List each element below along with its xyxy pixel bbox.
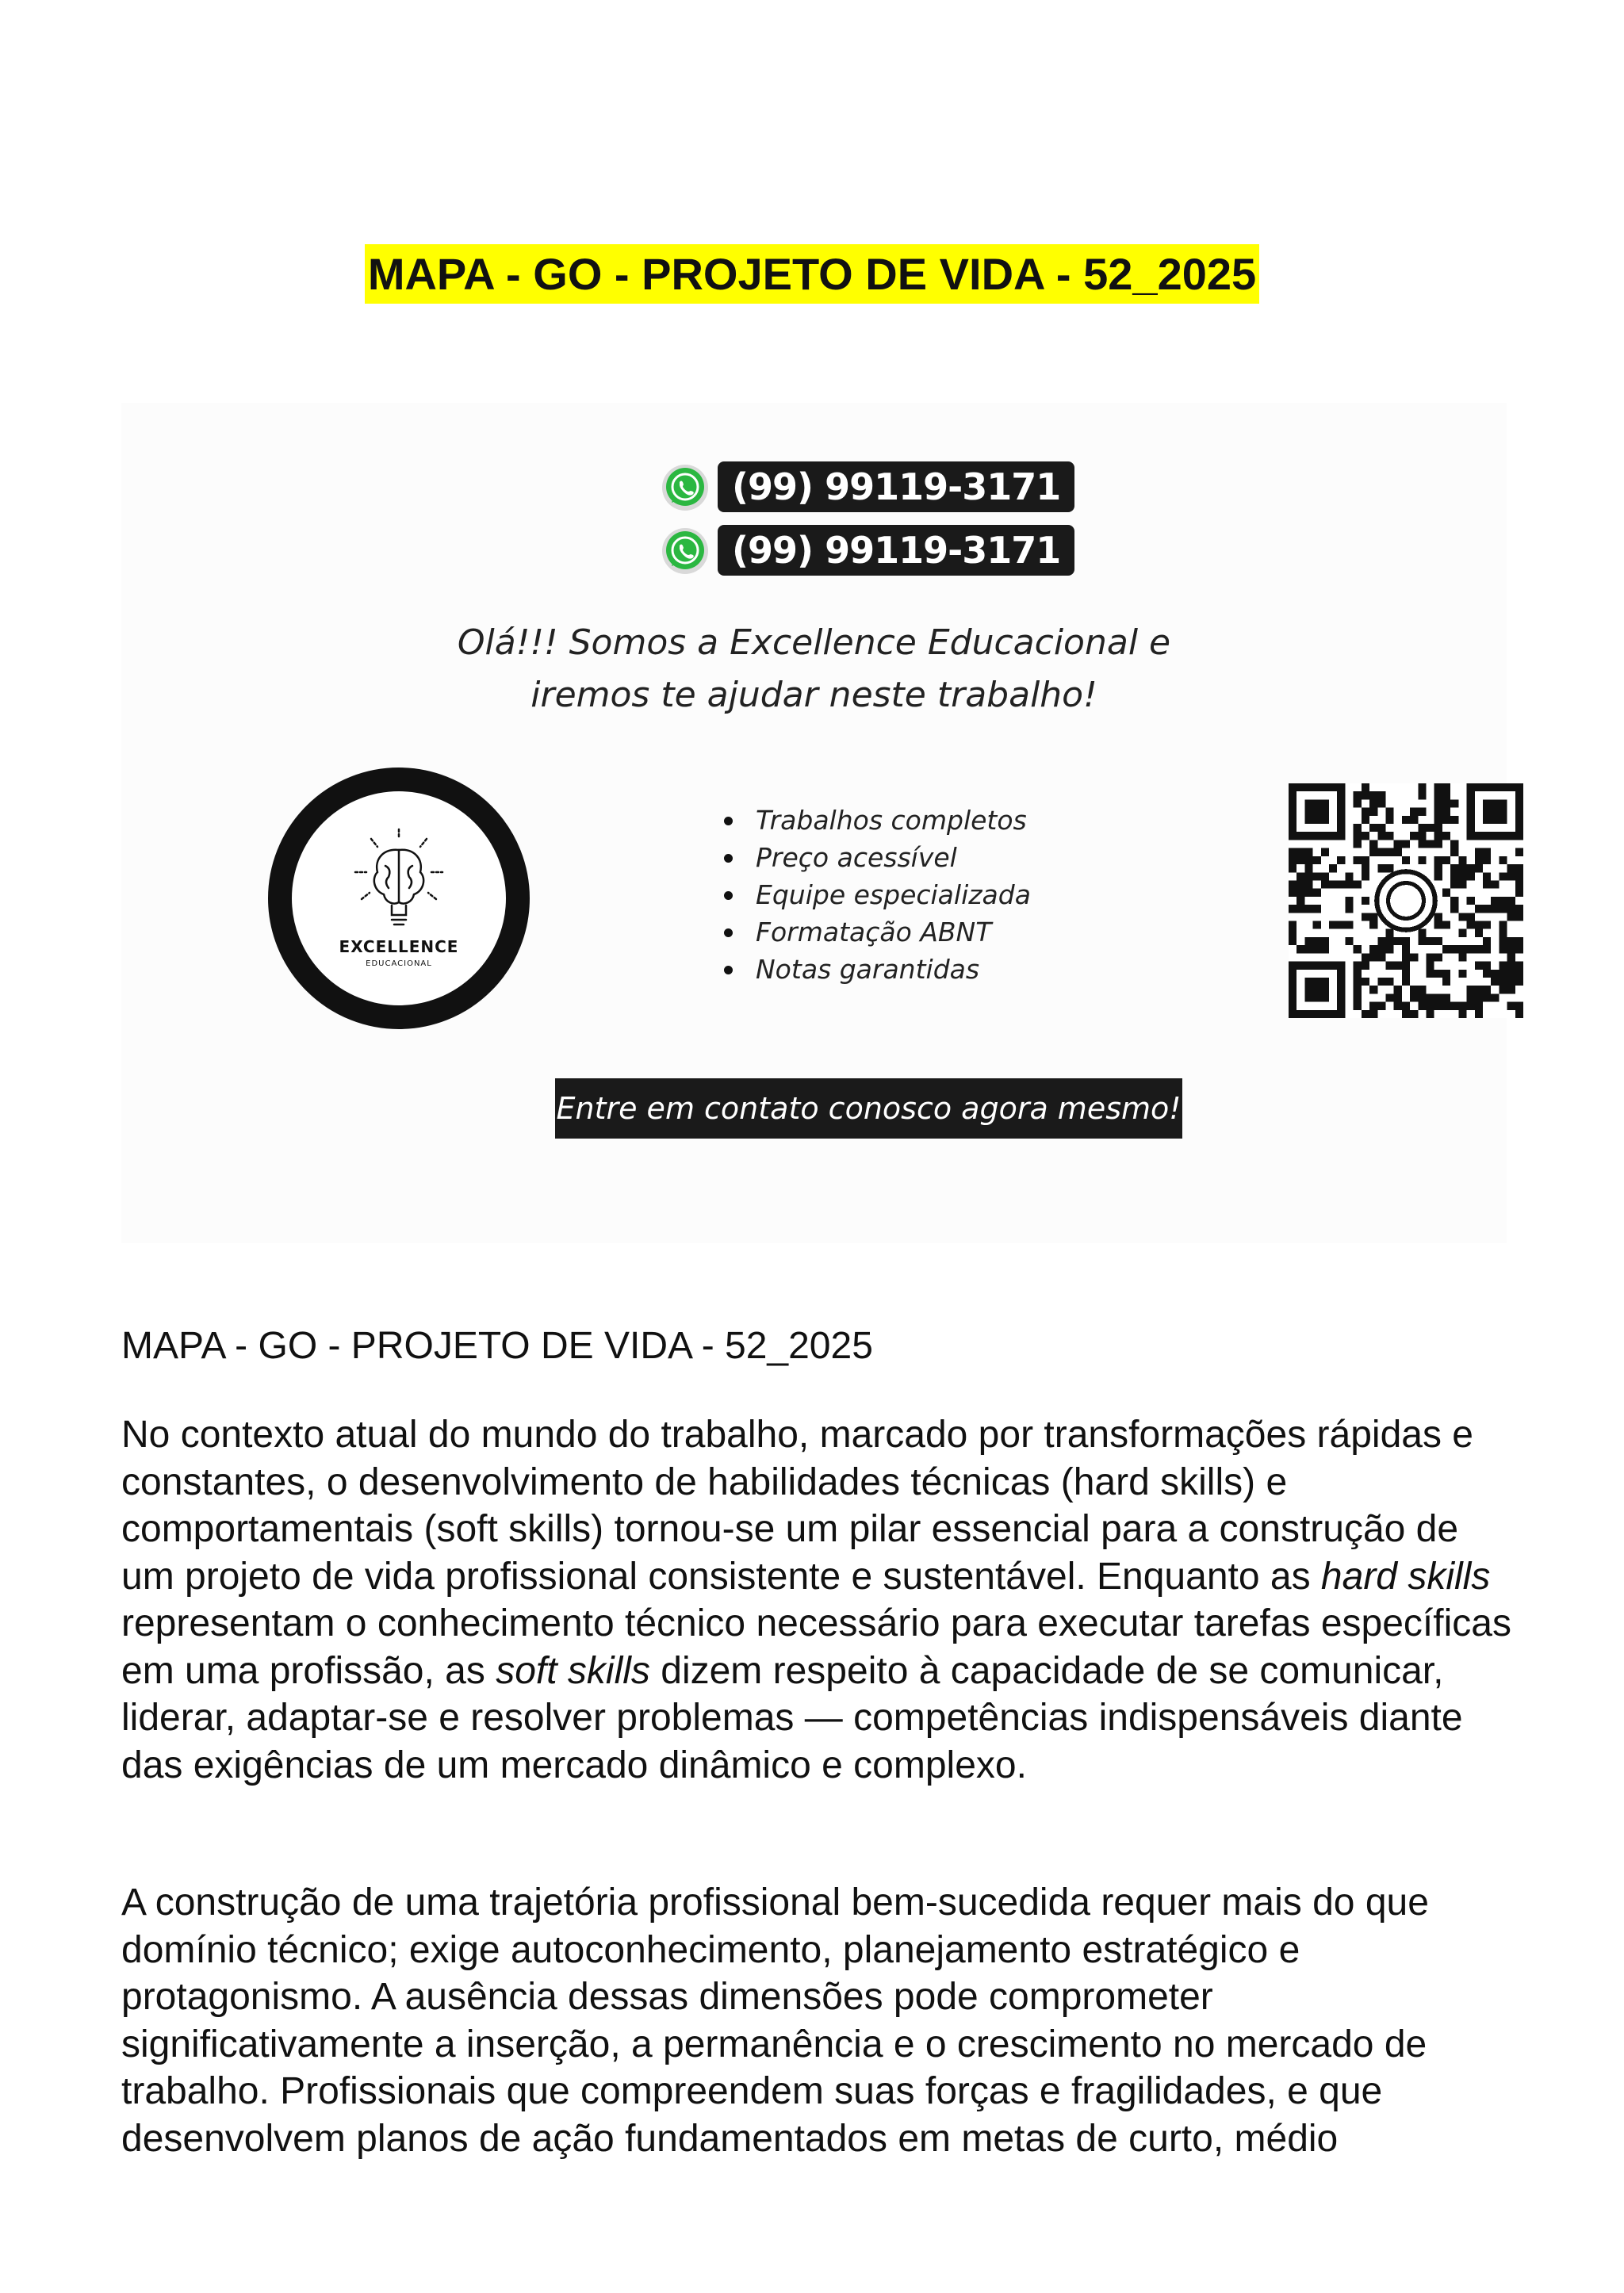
list-item: Notas garantidas — [724, 951, 1031, 988]
feature-list — [724, 802, 1031, 988]
phone-row[interactable] — [661, 520, 1061, 584]
greeting-line: Olá!!! Somos a Excellence Educacional e — [457, 622, 1171, 663]
paragraph: No contexto atual do mundo do trabalho, marcado por transformações rápidas e constantes, o desenvolvimento de habilidades técnicas (hard skills) e comportamentais (soft skills) tornou-se um pilar essencial para a construção de um projeto de vida profissional consistente e sustentável. Enquanto as hard skills representam o conhecimento técnico necessário para executar tarefas específicas em uma profissão, as soft skills dizem respeito à capacidade de se comunicar, liderar, adaptar-se e resolver problemas — competências indispensáveis diante das exigências de um mercado dinâmico e complexo. — [121, 1414, 1511, 1786]
phone-number[interactable]: (99) 99119-3171 — [718, 525, 1074, 576]
list-item: Formatação ABNT — [724, 913, 1031, 951]
list-item: Preço acessível — [724, 839, 1031, 876]
excellence-logo — [268, 768, 530, 1029]
greeting-line: iremos te ajudar neste trabalho! — [530, 675, 1097, 715]
whatsapp-icon — [661, 526, 710, 576]
list-item: Trabalhos completos — [724, 802, 1031, 839]
contact-cta-button[interactable]: Entre em contato conosco agora mesmo! — [555, 1078, 1182, 1139]
brain-bulb-icon — [347, 826, 450, 945]
phone-number[interactable]: (99) 99119-3171 — [718, 461, 1074, 512]
document-heading: MAPA - GO - PROJETO DE VIDA - 52_2025 — [121, 1325, 873, 1367]
greeting — [121, 617, 1507, 722]
list-item: Equipe especializada — [724, 876, 1031, 913]
logo-subtitle: EDUCACIONAL — [366, 959, 432, 968]
page-title: MAPA - GO - PROJETO DE VIDA - 52_2025 — [0, 252, 1624, 297]
whatsapp-icon — [661, 463, 710, 512]
qr-code-icon[interactable] — [1289, 783, 1523, 1018]
ad-banner — [121, 403, 1507, 1243]
phone-row[interactable] — [661, 457, 1061, 520]
phone-list — [661, 457, 1061, 584]
paragraph: A construção de uma trajetória profissional bem-sucedida requer mais do que domínio técnico; exige autoconhecimento, planejamento estratégico e protagonismo. A ausência dessas dimensões pode comprometer significativamente a inserção, a permanência e o crescimento no mercado de trabalho. Profissionais que compreendem suas forças e fragilidades, e que desenvolvem planos de ação fundamentados em metas de curto, médio — [121, 1881, 1429, 2160]
logo-name: EXCELLENCE — [339, 937, 459, 956]
